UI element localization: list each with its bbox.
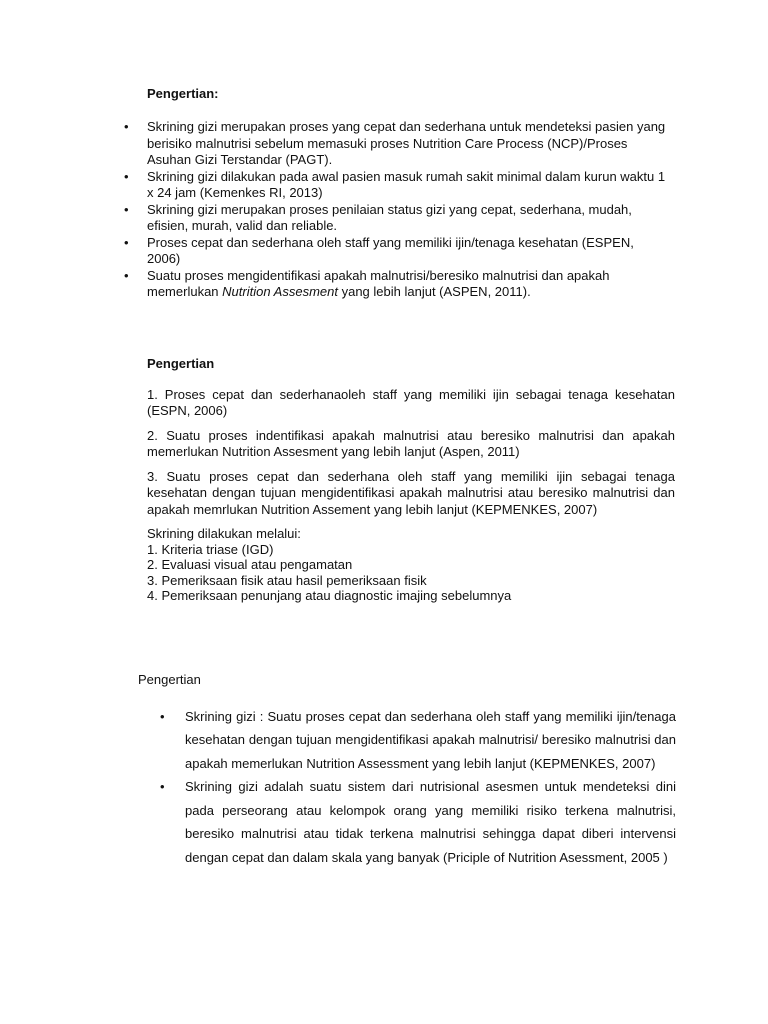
bullet-icon: •	[124, 234, 129, 250]
bullet-list	[124, 119, 667, 301]
list-item-text-suffix: yang lebih lanjut (ASPEN, 2011).	[337, 284, 531, 299]
list-item	[138, 705, 676, 776]
list-item-text-italic: Nutrition Assesment	[222, 284, 338, 299]
section-heading: Pengertian	[138, 672, 201, 687]
list-item-text: Skrining gizi merupakan proses penilaian status gizi yang cepat, sederhana, mudah, efisien, murah, valid dan reliable.	[147, 201, 632, 233]
list-item-text-prefix: Suatu proses mengidentifikasi apakah malnutrisi/beresiko malnutrisi dan apakah memerlukan	[147, 267, 610, 299]
list-item	[124, 267, 667, 301]
screening-methods-heading: Skrining dilakukan melalui:	[147, 526, 301, 541]
bullet-icon: •	[124, 168, 129, 184]
numbered-list	[147, 387, 675, 519]
list-item: 3. Pemeriksaan fisik atau hasil pemeriksaan fisik	[147, 572, 427, 588]
bullet-icon: •	[160, 708, 165, 724]
list-item	[124, 201, 667, 235]
list-item-text: Skrining gizi : Suatu proses cepat dan sederhana oleh staff yang memiliki ijin/tenaga kesehatan dengan tujuan mengidentifikasi apakah malnutrisi/ beresiko malnutrisi dan apakah memerlukan Nutrition Assessment yang lebih lanjut (KEPMENKES, 2007)	[185, 708, 676, 771]
list-item: 1. Proses cepat dan sederhanaoleh staff yang memiliki ijin sebagai tenaga kesehatan (ESPN, 2006)	[147, 386, 675, 418]
section-heading: Pengertian:	[147, 86, 219, 101]
list-item	[124, 168, 667, 202]
list-item: 1. Kriteria triase (IGD)	[147, 541, 274, 557]
bullet-icon: •	[124, 201, 129, 217]
bullet-list	[138, 705, 676, 870]
section-definition-2	[147, 356, 675, 604]
list-item-text: Skrining gizi merupakan proses yang cepat dan sederhana untuk mendeteksi pasien yang berisiko malnutrisi sebelum memasuki proses Nutrition Care Process (NCP)/Proses Asuhan Gizi Terstandar (PAGT).	[147, 119, 666, 167]
list-item: 4. Pemeriksaan penunjang atau diagnostic imajing sebelumnya	[147, 588, 512, 603]
list-item: 3. Suatu proses cepat dan sederhana oleh staff yang memiliki ijin sebagai tenaga kesehatan dengan tujuan mengidentifikasi apakah malnutrisi atau beresiko malnutrisi dan apakah memrlukan Nutrition Assement yang lebih lanjut (KEPMENKES, 2007)	[147, 468, 675, 517]
list-item-text: Proses cepat dan sederhana oleh staff yang memiliki ijin/tenaga kesehatan (ESPEN, 2006)	[147, 234, 634, 266]
section-definition-3	[138, 672, 676, 869]
bullet-icon: •	[124, 119, 129, 134]
bullet-icon: •	[160, 779, 165, 794]
list-item	[124, 234, 667, 268]
list-item: 2. Suatu proses indentifikasi apakah malnutrisi atau beresiko malnutrisi dan apakah memerlukan Nutrition Assesment yang lebih lanjut (Aspen, 2011)	[147, 427, 675, 459]
list-item-text: Skrining gizi dilakukan pada awal pasien masuk rumah sakit minimal dalam kurun waktu 1 x 24 jam (Kemenkes RI, 2013)	[147, 168, 666, 200]
list-item: 2. Evaluasi visual atau pengamatan	[147, 557, 353, 572]
list-item	[124, 119, 667, 169]
list-item-text: Skrining gizi adalah suatu sistem dari nutrisional asesmen untuk mendeteksi dini pada perseorang atau kelompok orang yang memiliki risiko terkena malnutrisi, beresiko malnutrisi atau tidak terkena malnutrisi sehingga dapat diberi intervensi dengan cepat dan dalam skala yang banyak (Priciple of Nutrition Asessment, 2005 )	[185, 779, 676, 865]
list-item	[138, 775, 676, 869]
screening-methods	[147, 526, 675, 604]
section-heading: Pengertian	[147, 356, 215, 371]
bullet-icon: •	[124, 267, 129, 283]
